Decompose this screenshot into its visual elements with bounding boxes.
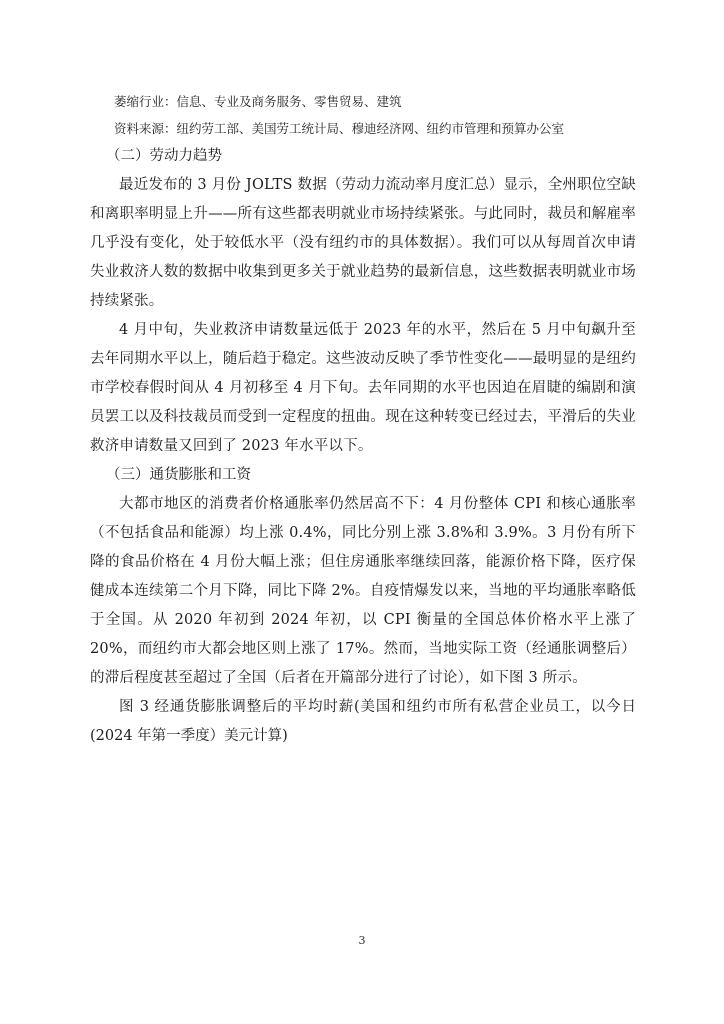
figure-caption: 图 3 经通货膨胀调整后的平均时薪(美国和纽约市所有私营企业员工，以今日(2024 年第一季度）美元计算) <box>90 699 636 744</box>
section-heading-labor-trends: （二）劳动力趋势 <box>106 148 222 164</box>
section-heading-inflation-wages: （三）通货膨胀和工资 <box>106 467 251 483</box>
page-content <box>90 88 636 751</box>
paragraph-inflation: 大都市地区的消费者价格通胀率仍然居高不下：4 月份整体 CPI 和核心通胀率（不包括食品和能源）均上涨 0.4%，同比分别上涨 3.8%和 3.9%。3 月份有所下降的食品价格在 4 月份大幅上涨；但住房通胀率继续回落，能源价格下降，医疗保健成本连续第二个月下降，同比下降 2%。自疫情爆发以来，当地的平均通胀率略低于全国。从 2020 年初到 2024 年初，以 CPI 衡量的全国总体价格水平上涨了 20%，而纽约市大都会地区则上涨了 17%。然而，当地实际工资（经通胀调整后）的滞后程度甚至超过了全国（后者在开篇部分进行了讨论），如下图 3 所示。 <box>90 496 636 686</box>
paragraph-unemployment-claims: 4 月中旬，失业救济申请数量远低于 2023 年的水平，然后在 5 月中旬飙升至去年同期水平以上，随后趋于稳定。这些波动反映了季节性变化——最明显的是纽约市学校春假时间从 4 月初移至 4 月下旬。去年同期的水平也因迫在眉睫的编剧和演员罢工以及科技裁员而受到一定程度的扭曲。现在这种转变已经过去，平滑后的失业救济申请数量又回到了 2023 年水平以下。 <box>90 322 636 454</box>
page-number: 3 <box>358 934 366 947</box>
paragraph-jolts: 最近发布的 3 月份 JOLTS 数据（劳动力流动率月度汇总）显示，全州职位空缺和离职率明显上升——所有这些都表明就业市场持续紧张。与此同时，裁员和解雇率几乎没有变化，处于较低水平（没有纽约市的具体数据）。我们可以从每周首次申请失业救济人数的数据中收集到更多关于就业趋势的最新信息，这些数据表明就业市场持续紧张。 <box>90 177 636 309</box>
sources-note: 资料来源：纽约劳工部、美国劳工统计局、穆迪经济网、纽约市管理和预算办公室 <box>114 121 565 136</box>
shrinking-industries-note: 萎缩行业：信息、专业及商务服务、零售贸易、建筑 <box>114 94 402 109</box>
